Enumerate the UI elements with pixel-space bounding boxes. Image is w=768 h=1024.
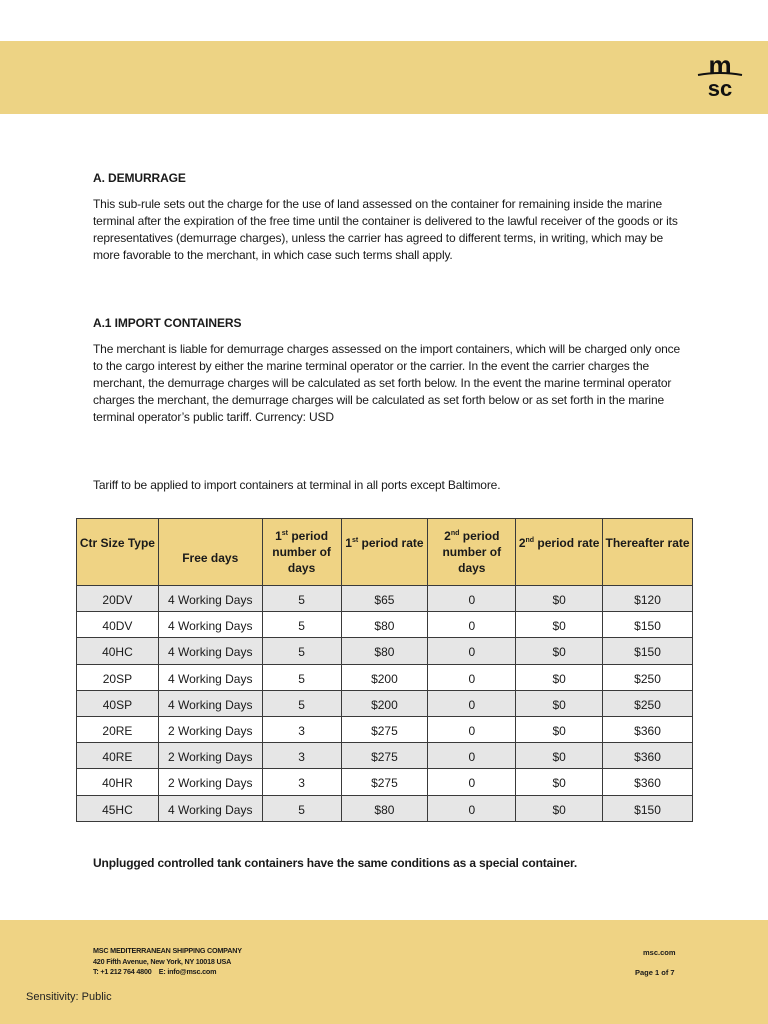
- cell-2nd-rate: $0: [516, 664, 603, 690]
- cell-1st-days: 3: [262, 769, 341, 795]
- cell-free-days: 4 Working Days: [158, 638, 262, 664]
- footer-address: 420 Fifth Avenue, New York, NY 10018 USA: [93, 956, 232, 966]
- svg-text:sc: sc: [707, 76, 733, 100]
- cell-1st-rate: $200: [341, 664, 428, 690]
- cell-2nd-days: 0: [428, 664, 516, 690]
- closing-note: Unplugged controlled tank containers have the same conditions as a special container.: [93, 856, 578, 870]
- cell-thereafter-rate: $120: [603, 586, 693, 612]
- page-number: Page 1 of 7: [635, 968, 675, 977]
- col-header-ctr-size-type: Ctr Size Type: [77, 519, 159, 586]
- cell-2nd-rate: $0: [516, 743, 603, 769]
- table-row: [77, 612, 693, 638]
- cell-2nd-days: 0: [428, 690, 516, 716]
- table-row: [77, 690, 693, 716]
- cell-2nd-days: 0: [428, 795, 516, 821]
- table-row: [77, 743, 693, 769]
- col-header-thereafter-rate: Thereafter rate: [603, 519, 693, 586]
- cell-2nd-rate: $0: [516, 795, 603, 821]
- cell-1st-rate: $275: [341, 716, 428, 742]
- cell-ctr-type: 40SP: [77, 690, 159, 716]
- cell-1st-rate: $80: [341, 638, 428, 664]
- cell-1st-days: 5: [262, 664, 341, 690]
- cell-1st-rate: $275: [341, 743, 428, 769]
- cell-free-days: 2 Working Days: [158, 716, 262, 742]
- cell-free-days: 4 Working Days: [158, 612, 262, 638]
- cell-ctr-type: 20SP: [77, 664, 159, 690]
- cell-2nd-rate: $0: [516, 638, 603, 664]
- cell-free-days: 4 Working Days: [158, 795, 262, 821]
- col-header-2nd-period-rate: 2nd period rate: [516, 519, 603, 586]
- table-header-row: [77, 519, 693, 586]
- cell-ctr-type: 40DV: [77, 612, 159, 638]
- cell-ctr-type: 20RE: [77, 716, 159, 742]
- cell-1st-days: 5: [262, 795, 341, 821]
- section-a-body: This sub-rule sets out the charge for the use of land assessed on the container for remaining inside the marine terminal after the expiration of the free time until the container is delivered to the lawful receiver of the goods or its representatives (demurrage charges), unless the carrier has agreed to different terms, in writing, which may be more favorable to the merchant, in which case such terms shall apply.: [93, 197, 678, 262]
- footer-company-name: MSC MEDITERRANEAN SHIPPING COMPANY: [93, 946, 242, 955]
- sensitivity-label: Sensitivity: Public: [26, 991, 112, 1003]
- cell-ctr-type: 40HC: [77, 638, 159, 664]
- cell-free-days: 4 Working Days: [158, 690, 262, 716]
- col-header-1st-period-rate: 1st period rate: [341, 519, 428, 586]
- table-row: [77, 638, 693, 664]
- footer-contact: T: +1 212 764 4800 E: info@msc.com: [93, 967, 217, 976]
- cell-thereafter-rate: $360: [603, 716, 693, 742]
- section-a-title: A. DEMURRAGE: [93, 171, 186, 185]
- cell-2nd-days: 0: [428, 743, 516, 769]
- cell-thereafter-rate: $360: [603, 743, 693, 769]
- cell-1st-rate: $80: [341, 795, 428, 821]
- msc-logo-icon: [694, 52, 746, 100]
- cell-free-days: 4 Working Days: [158, 664, 262, 690]
- cell-1st-days: 5: [262, 690, 341, 716]
- cell-free-days: 4 Working Days: [158, 586, 262, 612]
- col-header-2nd-period-days: 2nd period number of days: [428, 519, 516, 586]
- section-a1-body: The merchant is liable for demurrage charges assessed on the import containers, which will be charged only once to the cargo interest by either the marine terminal operator or the carrier. In the event the carrier charges the merchant, the demurrage charges will be calculated as set forth below. In the event the marine terminal operator charges the merchant, the demurrage charges will be calculated as set forth below or as set forth in the marine terminal operator’s public tariff. Currency: USD: [93, 342, 680, 424]
- cell-2nd-rate: $0: [516, 716, 603, 742]
- cell-1st-days: 5: [262, 638, 341, 664]
- cell-1st-rate: $65: [341, 586, 428, 612]
- cell-ctr-type: 20DV: [77, 586, 159, 612]
- cell-thereafter-rate: $360: [603, 769, 693, 795]
- col-header-free-days: Free days: [158, 519, 262, 586]
- cell-2nd-rate: $0: [516, 612, 603, 638]
- cell-ctr-type: 45HC: [77, 795, 159, 821]
- cell-1st-days: 3: [262, 716, 341, 742]
- cell-1st-days: 5: [262, 586, 341, 612]
- col-header-1st-period-days: 1st period number of days: [262, 519, 341, 586]
- cell-free-days: 2 Working Days: [158, 769, 262, 795]
- tariff-note: Tariff to be applied to import containers at terminal in all ports except Baltimore.: [93, 478, 501, 492]
- cell-thereafter-rate: $150: [603, 795, 693, 821]
- cell-thereafter-rate: $250: [603, 690, 693, 716]
- svg-text:m: m: [708, 52, 732, 80]
- cell-thereafter-rate: $150: [603, 638, 693, 664]
- cell-2nd-days: 0: [428, 586, 516, 612]
- cell-1st-days: 3: [262, 743, 341, 769]
- cell-ctr-type: 40RE: [77, 743, 159, 769]
- footer-company-info: [93, 946, 242, 978]
- cell-ctr-type: 40HR: [77, 769, 159, 795]
- table-row: [77, 795, 693, 821]
- cell-2nd-days: 0: [428, 716, 516, 742]
- cell-2nd-rate: $0: [516, 690, 603, 716]
- cell-2nd-days: 0: [428, 769, 516, 795]
- table-row: [77, 664, 693, 690]
- cell-thereafter-rate: $250: [603, 664, 693, 690]
- cell-free-days: 2 Working Days: [158, 743, 262, 769]
- header-band: [0, 41, 768, 114]
- demurrage-tariff-table: [76, 518, 693, 822]
- cell-thereafter-rate: $150: [603, 612, 693, 638]
- cell-1st-rate: $80: [341, 612, 428, 638]
- footer-website: msc.com: [643, 948, 676, 957]
- table-row: [77, 716, 693, 742]
- cell-2nd-days: 0: [428, 612, 516, 638]
- section-a1-title: A.1 IMPORT CONTAINERS: [93, 316, 242, 330]
- cell-1st-days: 5: [262, 612, 341, 638]
- cell-2nd-days: 0: [428, 638, 516, 664]
- table-row: [77, 769, 693, 795]
- cell-1st-rate: $275: [341, 769, 428, 795]
- cell-2nd-rate: $0: [516, 769, 603, 795]
- cell-2nd-rate: $0: [516, 586, 603, 612]
- cell-1st-rate: $200: [341, 690, 428, 716]
- table-row: [77, 586, 693, 612]
